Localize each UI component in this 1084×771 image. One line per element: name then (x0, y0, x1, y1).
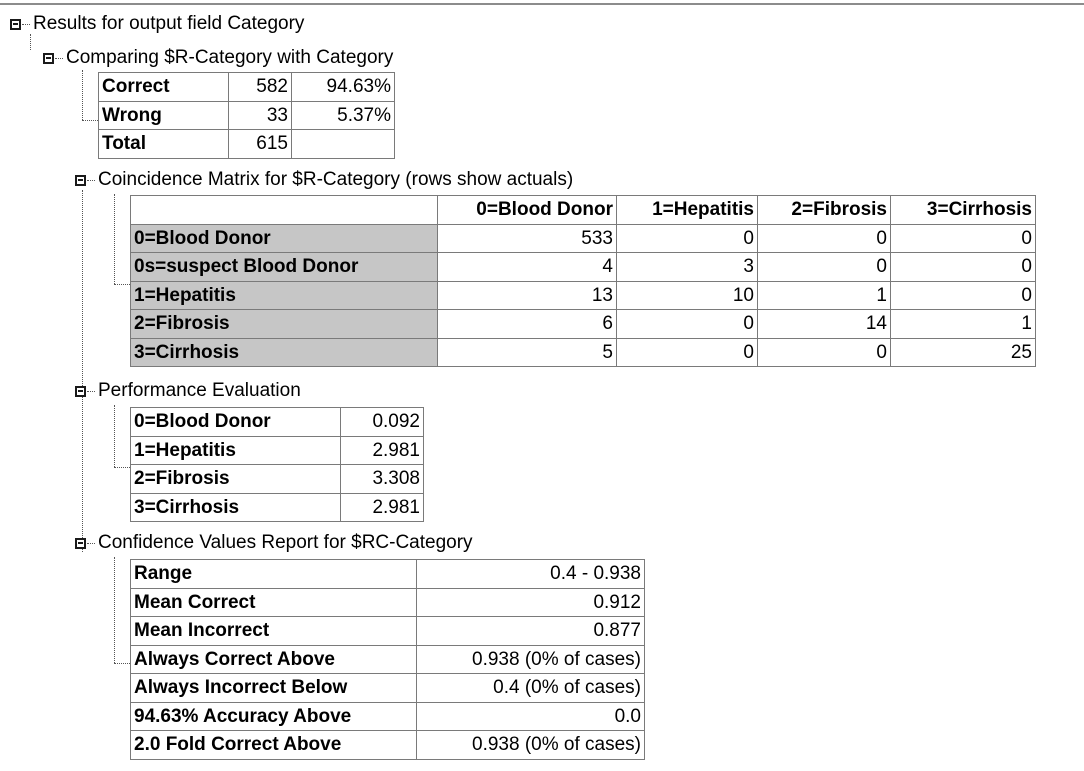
value-cell: 0.912 (417, 588, 645, 617)
value-cell: 2.981 (341, 493, 424, 522)
percent-cell: 5.37% (292, 101, 395, 130)
table-row (131, 338, 1036, 367)
percent-cell: 94.63% (292, 73, 395, 102)
matrix-cell: 0 (758, 224, 891, 253)
matrix-cell: 0 (891, 224, 1036, 253)
matrix-cell: 6 (438, 310, 617, 339)
row-header: 2=Fibrosis (131, 310, 438, 339)
value-cell: 3.308 (341, 465, 424, 494)
table-row (131, 674, 645, 703)
tree-node-comparing[interactable] (43, 46, 393, 70)
collapse-icon[interactable] (43, 53, 54, 64)
row-header: 0=Blood Donor (131, 224, 438, 253)
row-label: 2=Fibrosis (131, 465, 341, 494)
value-cell: 2.981 (341, 436, 424, 465)
tree-node-results[interactable] (10, 12, 304, 36)
table-header-row (131, 196, 1036, 225)
value-cell: 0.938 (0% of cases) (417, 731, 645, 760)
value-cell: 0.092 (341, 408, 424, 437)
matrix-cell: 1 (758, 281, 891, 310)
table-row (99, 73, 395, 102)
matrix-cell: 1 (891, 310, 1036, 339)
percent-cell (292, 130, 395, 159)
tree-line-root (30, 34, 31, 50)
tree-node-label: Coincidence Matrix for $R-Category (rows show actuals) (98, 169, 574, 190)
row-label: 2.0 Fold Correct Above (131, 731, 417, 760)
row-label: Always Incorrect Below (131, 674, 417, 703)
column-header: 0=Blood Donor (438, 196, 617, 225)
tree-node-label: Results for output field Category (33, 13, 305, 34)
row-header: 3=Cirrhosis (131, 338, 438, 367)
tree-node-confidence[interactable] (75, 531, 473, 555)
row-label: 1=Hepatitis (131, 436, 341, 465)
tree-node-label: Performance Evaluation (98, 380, 301, 401)
row-header: 1=Hepatitis (131, 281, 438, 310)
table-row (131, 588, 645, 617)
table-row (131, 617, 645, 646)
matrix-cell: 0 (617, 338, 758, 367)
row-label: Total (99, 130, 229, 159)
row-label: Mean Incorrect (131, 617, 417, 646)
count-cell: 615 (229, 130, 292, 159)
matrix-cell: 25 (891, 338, 1036, 367)
matrix-cell: 4 (438, 253, 617, 282)
value-cell: 0.877 (417, 617, 645, 646)
tree-node-coincidence-matrix[interactable] (75, 168, 573, 192)
matrix-cell: 0 (891, 281, 1036, 310)
matrix-cell: 533 (438, 224, 617, 253)
tree-connector (55, 58, 63, 59)
table-row (131, 493, 424, 522)
collapse-icon[interactable] (10, 19, 21, 30)
value-cell: 0.4 (0% of cases) (417, 674, 645, 703)
count-cell: 582 (229, 73, 292, 102)
column-header: 1=Hepatitis (617, 196, 758, 225)
tree-branch-performance-table (114, 467, 130, 468)
matrix-cell: 0 (758, 338, 891, 367)
tree-branch-comparing-table (82, 120, 98, 121)
table-row (131, 560, 645, 589)
tree-line-matrix (114, 194, 115, 284)
table-row (99, 130, 395, 159)
row-label: Range (131, 560, 417, 589)
top-divider (0, 3, 1084, 5)
tree-connector (87, 391, 95, 392)
table-row (131, 310, 1036, 339)
table-row (131, 465, 424, 494)
value-cell: 0.4 - 0.938 (417, 560, 645, 589)
table-row (131, 436, 424, 465)
tree-connector (22, 24, 30, 25)
tree-branch-confidence-table (114, 663, 130, 664)
column-header: 3=Cirrhosis (891, 196, 1036, 225)
row-label: Correct (99, 73, 229, 102)
confidence-table (130, 559, 645, 760)
comparing-table (98, 72, 395, 159)
coincidence-matrix-table (130, 195, 1036, 367)
tree-line-comparing (82, 70, 83, 120)
row-label: Wrong (99, 101, 229, 130)
tree-node-performance[interactable] (75, 379, 301, 403)
table-row (99, 101, 395, 130)
matrix-cell: 0 (758, 253, 891, 282)
table-row (131, 408, 424, 437)
tree-node-label: Confidence Values Report for $RC-Category (98, 532, 473, 553)
matrix-cell: 13 (438, 281, 617, 310)
matrix-cell: 5 (438, 338, 617, 367)
tree-node-label: Comparing $R-Category with Category (66, 47, 394, 68)
value-cell: 0.938 (0% of cases) (417, 645, 645, 674)
row-label: 0=Blood Donor (131, 408, 341, 437)
matrix-cell: 0 (617, 224, 758, 253)
performance-table (130, 407, 424, 522)
row-header: 0s=suspect Blood Donor (131, 253, 438, 282)
matrix-cell: 10 (617, 281, 758, 310)
tree-line-performance (114, 405, 115, 467)
column-header: 2=Fibrosis (758, 196, 891, 225)
tree-branch-matrix-table (114, 284, 130, 285)
row-label: 3=Cirrhosis (131, 493, 341, 522)
table-row (131, 281, 1036, 310)
table-row (131, 702, 645, 731)
matrix-cell: 0 (891, 253, 1036, 282)
table-row (131, 731, 645, 760)
tree-line-level1 (82, 190, 83, 552)
corner-cell (131, 196, 438, 225)
row-label: Mean Correct (131, 588, 417, 617)
matrix-cell: 14 (758, 310, 891, 339)
table-row (131, 645, 645, 674)
collapse-icon[interactable] (75, 175, 86, 186)
count-cell: 33 (229, 101, 292, 130)
row-label: Always Correct Above (131, 645, 417, 674)
tree-connector (87, 180, 95, 181)
table-row (131, 253, 1036, 282)
value-cell: 0.0 (417, 702, 645, 731)
matrix-cell: 0 (617, 310, 758, 339)
collapse-icon[interactable] (75, 538, 86, 549)
collapse-icon[interactable] (75, 386, 86, 397)
tree-line-confidence (114, 557, 115, 663)
table-row (131, 224, 1036, 253)
row-label: 94.63% Accuracy Above (131, 702, 417, 731)
matrix-cell: 3 (617, 253, 758, 282)
tree-connector (87, 543, 95, 544)
